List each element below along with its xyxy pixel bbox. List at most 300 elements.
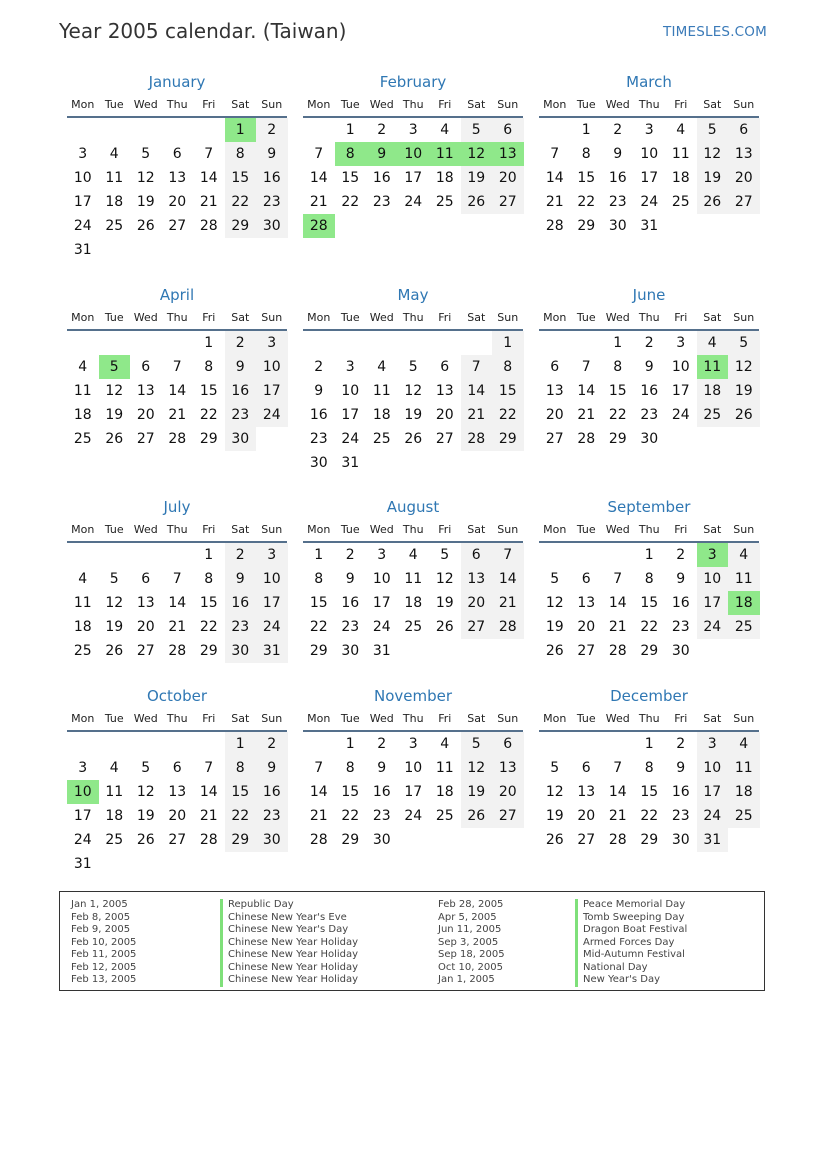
weekday-label: Wed — [133, 523, 158, 536]
month-name: August — [386, 498, 440, 516]
holiday-name: Chinese New Year's Eve — [228, 911, 347, 923]
day-cell: 7 — [172, 359, 182, 375]
weekday-label: Thu — [402, 523, 424, 536]
day-cell: 11 — [671, 146, 690, 162]
weekday-label: Tue — [104, 712, 124, 725]
weekday-label: Mon — [543, 98, 567, 111]
day-cell: 7 — [204, 760, 214, 776]
day-cell: 31 — [341, 455, 360, 471]
day-cell: 28 — [168, 643, 187, 659]
day-cell: 2 — [256, 732, 288, 756]
holiday-date: Feb 8, 2005 — [71, 911, 131, 923]
day-cell: 10 — [697, 567, 729, 591]
day-grid — [539, 118, 759, 238]
empty-cell — [539, 118, 571, 142]
day-cell: 20 — [435, 407, 454, 423]
empty-cell — [571, 543, 603, 567]
day-cell: 4 — [109, 146, 119, 162]
day-cell: 4 — [78, 571, 88, 587]
day-cell: 3 — [256, 543, 288, 567]
day-cell: 27 — [728, 190, 760, 214]
day-cell: 17 — [73, 808, 92, 824]
day-cell: 21 — [461, 403, 493, 427]
day-cell: 6 — [172, 146, 182, 162]
weekday-label: Tue — [576, 523, 596, 536]
empty-cell — [303, 732, 335, 756]
day-cell: 1 — [314, 547, 324, 563]
day-cell: 19 — [545, 619, 564, 635]
day-cell: 15 — [640, 595, 659, 611]
day-cell: 14 — [199, 784, 218, 800]
day-cell: 17 — [404, 170, 423, 186]
day-grid — [303, 118, 523, 238]
day-cell: 27 — [435, 431, 454, 447]
day-cell: 5 — [141, 760, 151, 776]
day-cell: 4 — [728, 543, 760, 567]
day-cell: 22 — [199, 619, 218, 635]
day-cell: 21 — [199, 808, 218, 824]
day-cell: 15 — [225, 166, 257, 190]
month-october — [67, 685, 287, 876]
day-cell: 30 — [372, 832, 391, 848]
empty-cell — [335, 331, 367, 355]
day-cell: 14 — [577, 383, 596, 399]
day-cell: 3 — [697, 732, 729, 756]
day-cell: 6 — [492, 732, 524, 756]
day-cell: 8 — [613, 359, 623, 375]
day-cell: 14 — [461, 379, 493, 403]
month-name: April — [159, 286, 195, 304]
weekday-label: Sat — [703, 311, 722, 324]
day-cell: 16 — [256, 166, 288, 190]
day-cell: 4 — [440, 122, 450, 138]
day-cell: 5 — [461, 732, 493, 756]
holiday-name: Chinese New Year's Day — [228, 924, 349, 935]
weekday-label: Fri — [202, 311, 216, 324]
day-cell: 13 — [492, 756, 524, 780]
weekday-label: Sat — [231, 712, 250, 725]
weekday-label: Tue — [576, 311, 596, 324]
weekday-label: Tue — [576, 98, 596, 111]
month-july — [67, 496, 287, 663]
day-cell: 29 — [640, 832, 659, 848]
holiday-date: Sep 18, 2005 — [438, 949, 505, 960]
day-cell: 12 — [136, 170, 155, 186]
month-december — [539, 685, 759, 852]
day-cell: 4 — [78, 359, 88, 375]
day-cell: 29 — [492, 427, 524, 451]
weekday-label: Fri — [674, 311, 688, 324]
day-cell: 16 — [671, 784, 690, 800]
day-cell: 18 — [435, 784, 454, 800]
day-cell: 12 — [545, 595, 564, 611]
day-cell: 27 — [492, 804, 524, 828]
weekday-header — [539, 707, 759, 732]
day-cell: 25 — [728, 804, 760, 828]
holiday-date: Feb 10, 2005 — [71, 936, 137, 948]
day-cell: 5 — [408, 359, 418, 375]
day-cell: 4 — [408, 547, 418, 563]
day-cell: 24 — [404, 194, 423, 210]
holiday-name: New Year's Day — [583, 974, 661, 985]
day-cell: 13 — [168, 170, 187, 186]
day-cell: 17 — [640, 170, 659, 186]
day-cell: 30 — [608, 218, 627, 234]
day-cell: 14 — [168, 595, 187, 611]
weekday-label: Thu — [638, 523, 660, 536]
day-cell: 23 — [372, 808, 391, 824]
day-cell: 12 — [545, 784, 564, 800]
weekday-label: Tue — [340, 98, 360, 111]
month-march — [539, 71, 759, 238]
day-cell: 16 — [225, 591, 257, 615]
holiday-marker — [575, 924, 578, 937]
day-cell: 6 — [492, 118, 524, 142]
holiday-name: Chinese New Year Holiday — [228, 974, 359, 985]
holiday-date: Oct 10, 2005 — [438, 961, 503, 973]
day-cell: 20 — [492, 780, 524, 804]
day-cell: 19 — [136, 808, 155, 824]
empty-cell — [539, 732, 571, 756]
weekday-label: Mon — [71, 523, 95, 536]
day-cell: 2 — [377, 122, 387, 138]
weekday-label: Thu — [638, 712, 660, 725]
month-november — [303, 685, 523, 852]
weekday-label: Fri — [674, 712, 688, 725]
day-cell: 20 — [577, 808, 596, 824]
month-name: July — [163, 498, 191, 516]
day-cell: 19 — [697, 166, 729, 190]
day-cell: 28 — [461, 427, 493, 451]
day-cell: 6 — [581, 760, 591, 776]
day-cell: 17 — [341, 407, 360, 423]
day-cell: 9 — [613, 146, 623, 162]
day-cell: 21 — [608, 808, 627, 824]
month-name: January — [148, 73, 206, 91]
day-cell: 30 — [341, 643, 360, 659]
weekday-label: Tue — [576, 712, 596, 725]
day-cell: 14 — [545, 170, 564, 186]
day-cell: 7 — [550, 146, 560, 162]
day-cell: 13 — [577, 784, 596, 800]
holiday-date: Apr 5, 2005 — [438, 911, 497, 923]
holiday-day-cell: 11 — [429, 142, 461, 166]
day-cell: 8 — [345, 760, 355, 776]
day-cell: 6 — [172, 760, 182, 776]
holiday-day-cell: 9 — [366, 142, 398, 166]
day-cell: 21 — [199, 194, 218, 210]
day-cell: 21 — [492, 591, 524, 615]
holiday-day-cell: 5 — [99, 355, 131, 379]
day-grid — [539, 331, 759, 451]
day-cell: 15 — [341, 170, 360, 186]
day-cell: 20 — [168, 194, 187, 210]
day-cell: 10 — [73, 170, 92, 186]
weekday-label: Sat — [467, 98, 486, 111]
day-cell: 22 — [640, 619, 659, 635]
month-name: February — [379, 73, 447, 91]
day-cell: 13 — [168, 784, 187, 800]
empty-cell — [67, 118, 99, 142]
weekday-header — [539, 518, 759, 543]
day-cell: 3 — [256, 331, 288, 355]
day-cell: 23 — [671, 619, 690, 635]
day-cell: 26 — [545, 832, 564, 848]
day-cell: 9 — [225, 355, 257, 379]
day-cell: 1 — [492, 331, 524, 355]
holiday-day-cell: 11 — [697, 355, 729, 379]
weekday-label: Fri — [674, 98, 688, 111]
holiday-name: Republic Day — [228, 899, 294, 910]
day-cell: 20 — [136, 619, 155, 635]
month-name: December — [610, 687, 688, 705]
day-cell: 18 — [728, 780, 760, 804]
weekday-label: Sun — [733, 311, 755, 324]
day-cell: 4 — [440, 736, 450, 752]
day-cell: 25 — [697, 403, 729, 427]
day-cell: 18 — [105, 808, 124, 824]
day-cell: 12 — [697, 142, 729, 166]
day-grid — [539, 543, 759, 663]
weekday-label: Sat — [231, 523, 250, 536]
weekday-label: Fri — [202, 98, 216, 111]
weekday-label: Sun — [733, 523, 755, 536]
day-cell: 27 — [492, 190, 524, 214]
day-cell: 8 — [204, 571, 214, 587]
holiday-name: National Day — [583, 961, 648, 973]
day-cell: 19 — [461, 780, 493, 804]
day-cell: 13 — [136, 383, 155, 399]
empty-cell — [99, 118, 131, 142]
day-cell: 29 — [225, 828, 257, 852]
day-cell: 30 — [640, 431, 659, 447]
empty-cell — [130, 732, 162, 756]
day-cell: 10 — [372, 571, 391, 587]
day-cell: 22 — [608, 407, 627, 423]
day-cell: 6 — [581, 571, 591, 587]
day-cell: 28 — [309, 832, 328, 848]
holiday-marker — [575, 974, 578, 987]
day-grid — [67, 543, 287, 663]
day-cell: 6 — [728, 118, 760, 142]
day-cell: 4 — [676, 122, 686, 138]
day-cell: 25 — [728, 615, 760, 639]
day-cell: 7 — [581, 359, 591, 375]
day-cell: 20 — [545, 407, 564, 423]
month-september — [539, 496, 759, 663]
day-cell: 16 — [671, 595, 690, 611]
day-cell: 9 — [314, 383, 324, 399]
day-cell: 18 — [404, 595, 423, 611]
holiday-legend — [59, 891, 765, 991]
day-cell: 3 — [377, 547, 387, 563]
holiday-day-cell: 8 — [335, 142, 367, 166]
empty-cell — [571, 331, 603, 355]
day-cell: 2 — [613, 122, 623, 138]
weekday-label: Mon — [71, 712, 95, 725]
site-link[interactable]: TIMESLES.COM — [663, 24, 767, 40]
day-cell: 17 — [671, 383, 690, 399]
day-cell: 4 — [728, 732, 760, 756]
day-cell: 24 — [372, 619, 391, 635]
empty-cell — [539, 543, 571, 567]
day-cell: 25 — [73, 643, 92, 659]
weekday-header — [303, 93, 523, 118]
day-cell: 28 — [168, 431, 187, 447]
day-cell: 25 — [671, 194, 690, 210]
weekday-header — [67, 93, 287, 118]
empty-cell — [602, 543, 634, 567]
weekday-label: Sat — [703, 712, 722, 725]
day-cell: 16 — [256, 780, 288, 804]
day-cell: 1 — [204, 335, 214, 351]
weekday-header — [67, 518, 287, 543]
day-cell: 11 — [728, 756, 760, 780]
holiday-name: Tomb Sweeping Day — [583, 911, 685, 923]
holiday-date: Feb 13, 2005 — [71, 974, 137, 985]
day-cell: 26 — [136, 218, 155, 234]
holiday-day-cell: 28 — [303, 214, 335, 238]
day-cell: 15 — [225, 780, 257, 804]
day-cell: 12 — [435, 571, 454, 587]
day-cell: 29 — [309, 643, 328, 659]
day-cell: 1 — [204, 547, 214, 563]
weekday-label: Sun — [497, 311, 519, 324]
weekday-label: Fri — [202, 523, 216, 536]
weekday-label: Sun — [261, 523, 283, 536]
weekday-label: Fri — [674, 523, 688, 536]
day-cell: 6 — [141, 359, 151, 375]
empty-cell — [99, 732, 131, 756]
day-cell: 30 — [256, 214, 288, 238]
day-cell: 5 — [697, 118, 729, 142]
weekday-label: Fri — [438, 311, 452, 324]
day-cell: 5 — [461, 118, 493, 142]
holiday-date: Feb 11, 2005 — [71, 949, 137, 960]
day-cell: 2 — [256, 118, 288, 142]
day-cell: 19 — [105, 619, 124, 635]
weekday-label: Wed — [369, 712, 394, 725]
empty-cell — [162, 118, 194, 142]
weekday-label: Thu — [402, 311, 424, 324]
day-cell: 23 — [608, 194, 627, 210]
day-cell: 20 — [168, 808, 187, 824]
day-cell: 22 — [225, 804, 257, 828]
day-cell: 23 — [372, 194, 391, 210]
weekday-label: Thu — [638, 98, 660, 111]
weekday-label: Sat — [467, 523, 486, 536]
day-cell: 18 — [73, 407, 92, 423]
day-cell: 26 — [136, 832, 155, 848]
day-cell: 19 — [461, 166, 493, 190]
holiday-day-cell: 1 — [225, 118, 257, 142]
day-cell: 23 — [256, 190, 288, 214]
weekday-label: Sat — [231, 98, 250, 111]
day-cell: 21 — [608, 619, 627, 635]
weekday-label: Sun — [261, 712, 283, 725]
day-cell: 2 — [225, 543, 257, 567]
weekday-header — [303, 306, 523, 331]
day-cell: 17 — [697, 591, 729, 615]
day-cell: 8 — [644, 571, 654, 587]
day-cell: 11 — [435, 760, 454, 776]
day-cell: 11 — [73, 595, 92, 611]
weekday-label: Sat — [467, 712, 486, 725]
empty-cell — [571, 732, 603, 756]
weekday-label: Mon — [307, 523, 331, 536]
weekday-label: Sat — [703, 523, 722, 536]
empty-cell — [99, 331, 131, 355]
day-cell: 26 — [728, 403, 760, 427]
day-cell: 22 — [577, 194, 596, 210]
empty-cell — [461, 331, 493, 355]
weekday-label: Wed — [133, 98, 158, 111]
day-cell: 26 — [105, 431, 124, 447]
holiday-date: Jun 11, 2005 — [438, 924, 502, 935]
holiday-day-cell: 3 — [697, 543, 729, 567]
weekday-label: Sun — [261, 311, 283, 324]
day-cell: 10 — [341, 383, 360, 399]
day-cell: 14 — [492, 567, 524, 591]
empty-cell — [303, 331, 335, 355]
day-cell: 1 — [345, 736, 355, 752]
day-cell: 13 — [435, 383, 454, 399]
weekday-label: Tue — [340, 712, 360, 725]
day-cell: 20 — [492, 166, 524, 190]
weekday-label: Tue — [104, 98, 124, 111]
day-cell: 7 — [204, 146, 214, 162]
day-cell: 27 — [136, 431, 155, 447]
day-cell: 24 — [256, 615, 288, 639]
day-cell: 15 — [199, 383, 218, 399]
day-cell: 10 — [404, 760, 423, 776]
weekday-label: Thu — [166, 311, 188, 324]
day-cell: 17 — [73, 194, 92, 210]
day-cell: 28 — [608, 832, 627, 848]
day-cell: 24 — [671, 407, 690, 423]
holiday-day-cell: 10 — [398, 142, 430, 166]
weekday-label: Fri — [202, 712, 216, 725]
empty-cell — [429, 331, 461, 355]
day-cell: 13 — [728, 142, 760, 166]
day-cell: 4 — [109, 760, 119, 776]
weekday-label: Thu — [166, 712, 188, 725]
weekday-label: Wed — [605, 98, 630, 111]
holiday-date: Sep 3, 2005 — [438, 936, 499, 948]
day-cell: 14 — [309, 170, 328, 186]
holiday-day-cell: 10 — [67, 780, 99, 804]
month-name: September — [607, 498, 691, 516]
empty-cell — [162, 331, 194, 355]
day-cell: 24 — [341, 431, 360, 447]
day-cell: 3 — [408, 122, 418, 138]
day-cell: 13 — [545, 383, 564, 399]
day-cell: 24 — [73, 832, 92, 848]
day-cell: 29 — [199, 431, 218, 447]
day-cell: 31 — [73, 242, 92, 258]
holiday-date: Jan 1, 2005 — [438, 974, 495, 985]
day-cell: 30 — [671, 643, 690, 659]
day-cell: 28 — [199, 218, 218, 234]
weekday-label: Wed — [369, 311, 394, 324]
day-cell: 13 — [577, 595, 596, 611]
day-cell: 2 — [314, 359, 324, 375]
month-name: March — [626, 73, 672, 91]
day-cell: 7 — [172, 571, 182, 587]
day-cell: 16 — [608, 170, 627, 186]
day-cell: 1 — [613, 335, 623, 351]
day-cell: 8 — [644, 760, 654, 776]
